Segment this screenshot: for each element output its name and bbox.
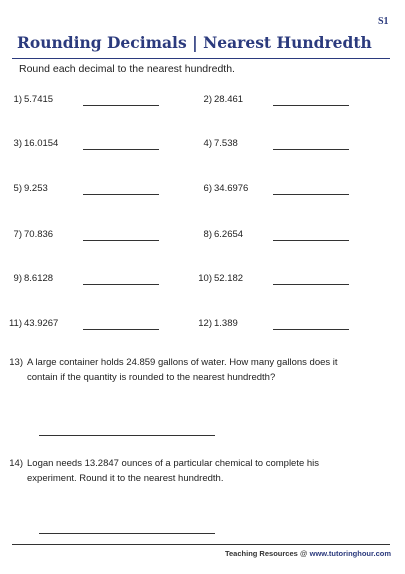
word-problem-text: A large container holds 24.859 gallons of water. How many gallons does it contain if the quantity is rounded to the nearest hundredth? xyxy=(27,357,338,383)
problem-value: 16.0154 xyxy=(24,138,59,149)
problem-number: 14) xyxy=(9,458,23,469)
problem-number: 11) xyxy=(8,318,22,329)
answer-blank[interactable] xyxy=(273,105,349,106)
answer-blank[interactable] xyxy=(39,435,215,436)
problem-value: 7.538 xyxy=(214,138,238,149)
problem-number: 1) xyxy=(13,94,22,105)
problem-number: 6) xyxy=(203,183,212,194)
footer-at: @ xyxy=(299,549,308,558)
footer-site-link[interactable]: www.tutoringhour.com xyxy=(309,549,391,558)
answer-blank[interactable] xyxy=(273,240,349,241)
answer-blank[interactable] xyxy=(273,149,349,150)
problem-number: 9) xyxy=(13,273,22,284)
problem-10 xyxy=(190,273,390,287)
problem-9 xyxy=(0,273,190,287)
problem-value: 70.836 xyxy=(24,229,54,240)
problem-value: 5.7415 xyxy=(24,94,54,105)
problem-value: 52.182 xyxy=(214,273,244,284)
problem-11 xyxy=(0,318,190,332)
problem-value: 6.2654 xyxy=(214,229,244,240)
answer-blank[interactable] xyxy=(273,329,349,330)
sheet-id: S1 xyxy=(378,16,389,27)
instructions: Round each decimal to the nearest hundredth. xyxy=(19,63,235,75)
answer-blank[interactable] xyxy=(83,329,159,330)
problem-number: 8) xyxy=(203,229,212,240)
problem-value: 28.461 xyxy=(214,94,244,105)
answer-blank[interactable] xyxy=(83,149,159,150)
footer-label: Teaching Resources xyxy=(224,549,298,558)
problem-5 xyxy=(0,183,190,197)
problem-number: 2) xyxy=(203,94,212,105)
word-problem-text: Logan needs 13.2847 ounces of a particular chemical to complete his experiment. Round it to the nearest hundredth. xyxy=(27,458,320,484)
title-divider xyxy=(12,58,390,59)
problem-number: 5) xyxy=(13,183,22,194)
answer-blank[interactable] xyxy=(83,105,159,106)
problem-2 xyxy=(190,94,390,108)
problem-value: 43.9267 xyxy=(24,318,59,329)
problem-4 xyxy=(190,138,390,152)
problem-number: 12) xyxy=(198,318,212,329)
problem-8 xyxy=(190,229,390,243)
answer-blank[interactable] xyxy=(83,284,159,285)
footer xyxy=(225,549,391,558)
page-title: Rounding Decimals | Nearest Hundredth xyxy=(17,33,372,52)
answer-blank[interactable] xyxy=(83,240,159,241)
problem-1 xyxy=(0,94,190,108)
problem-7 xyxy=(0,229,190,243)
problem-value: 8.6128 xyxy=(24,273,54,284)
problem-number: 3) xyxy=(13,138,22,149)
problem-3 xyxy=(0,138,190,152)
answer-blank[interactable] xyxy=(273,284,349,285)
problem-value: 1.389 xyxy=(214,318,238,329)
problem-number: 10) xyxy=(198,273,212,284)
word-problem-13 xyxy=(0,356,390,388)
problem-value: 34.6976 xyxy=(214,183,249,194)
word-problem-14 xyxy=(0,457,390,489)
problem-12 xyxy=(190,318,390,332)
problem-6 xyxy=(190,183,390,197)
problem-number: 7) xyxy=(13,229,22,240)
problem-number: 13) xyxy=(9,357,23,368)
problem-number: 4) xyxy=(203,138,212,149)
answer-blank[interactable] xyxy=(83,194,159,195)
answer-blank[interactable] xyxy=(39,533,215,534)
footer-divider xyxy=(12,544,390,545)
answer-blank[interactable] xyxy=(273,194,349,195)
problem-value: 9.253 xyxy=(24,183,48,194)
